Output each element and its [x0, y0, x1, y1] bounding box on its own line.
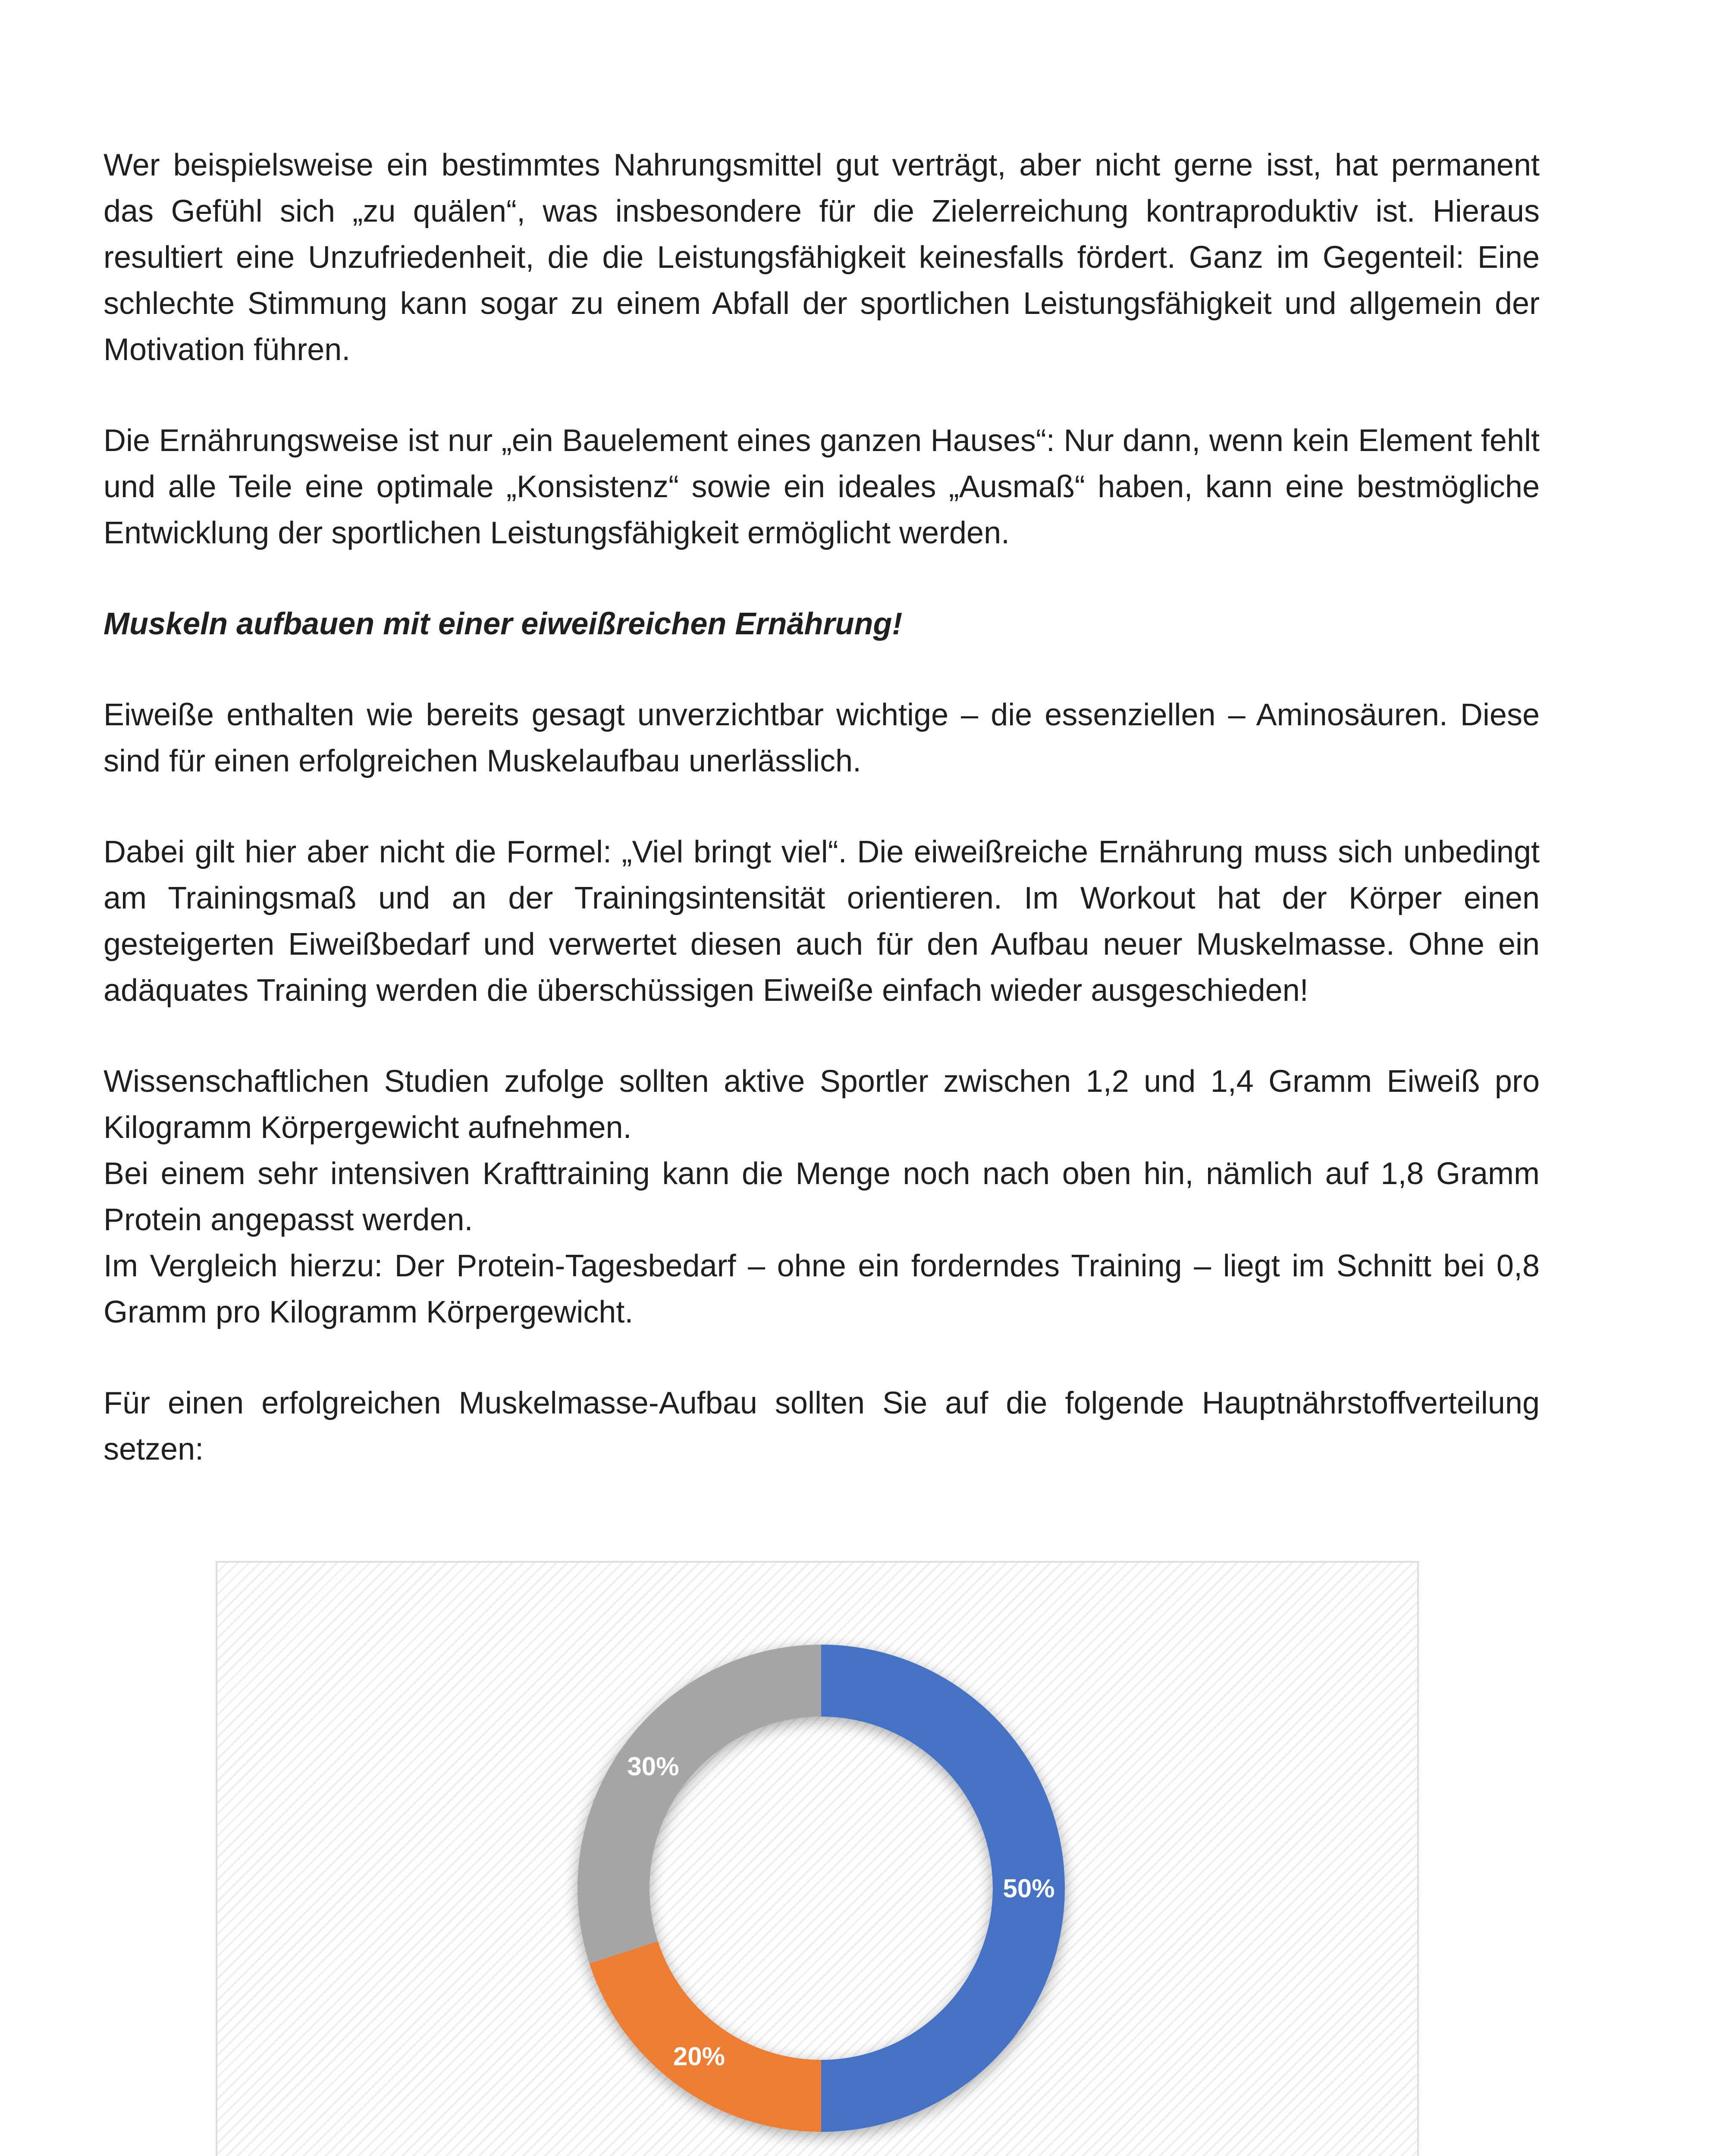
slice-data-label: 50% — [1003, 1874, 1055, 1903]
donut-chart — [216, 1561, 1419, 2156]
study-line: Bei einem sehr intensiven Krafttraining kann die Menge noch nach oben hin, nämlich auf 1,8 Gramm Protein angepasst werden. — [104, 1156, 1540, 1237]
paragraph: Für einen erfolgreichen Muskelmasse-Aufbau sollten Sie auf die folgende Hauptnährstoffverteilung setzen: — [104, 1386, 1540, 1467]
study-line: Wissenschaftlichen Studien zufolge sollten aktive Sportler zwischen 1,2 und 1,4 Gramm Eiweiß pro Kilogramm Körpergewicht aufnehmen. — [104, 1064, 1540, 1145]
slice-proteine — [590, 1941, 821, 2132]
paragraph: Die Ernährungsweise ist nur „ein Bauelement eines ganzen Hauses“: Nur dann, wenn kein Element fehlt und alle Teile eine optimale „Konsistenz“ sowie ein ideales „Ausmaß“ haben, kann eine bestmögliche Entwicklung der sportlichen Leistungsfähigkeit ermöglicht werden. — [104, 423, 1540, 550]
paragraph: Dabei gilt hier aber nicht die Formel: „Viel bringt viel“. Die eiweißreiche Ernährung muss sich unbedingt am Trainingsmaß und an der Trainingsintensität orientieren. Im Workout hat der Körper einen gesteigerten Eiweißbedarf und verwertet diesen auch für den Aufbau neuer Muskelmasse. Ohne ein adäquates Training werden die überschüssigen Eiweiße einfach wieder ausgeschieden! — [104, 835, 1540, 1008]
slice-data-label: 20% — [673, 2042, 725, 2071]
slice-fett — [577, 1645, 821, 1964]
section-heading: Muskeln aufbauen mit einer eiweißreichen Ernährung! — [104, 607, 903, 641]
study-block — [104, 1059, 1540, 1335]
body-text — [104, 142, 1540, 1517]
study-line: Im Vergleich hierzu: Der Protein-Tagesbedarf – ohne ein forderndes Training – liegt im Schnitt bei 0,8 Gramm pro Kilogramm Körpergewicht. — [104, 1249, 1540, 1329]
paragraph: Eiweiße enthalten wie bereits gesagt unverzichtbar wichtige – die essenziellen – Aminosäuren. Diese sind für einen erfolgreichen Muskelaufbau unerlässlich. — [104, 698, 1540, 778]
donut-chart-svg — [217, 1563, 1417, 2156]
slice-data-label: 30% — [627, 1752, 679, 1781]
paragraph: Wer beispielsweise ein bestimmtes Nahrungsmittel gut verträgt, aber nicht gerne isst, hat permanent das Gefühl sich „zu quälen“, was insbesondere für die Zielerreichung kontraproduktiv ist. Hieraus resultiert eine Unzufriedenheit, die die Leistungsfähigkeit keinesfalls fördert. Ganz im Gegenteil: Eine schlechte Stimmung kann sogar zu einem Abfall der sportlichen Leistungsfähigkeit und allgemein der Motivation führen. — [104, 148, 1540, 367]
